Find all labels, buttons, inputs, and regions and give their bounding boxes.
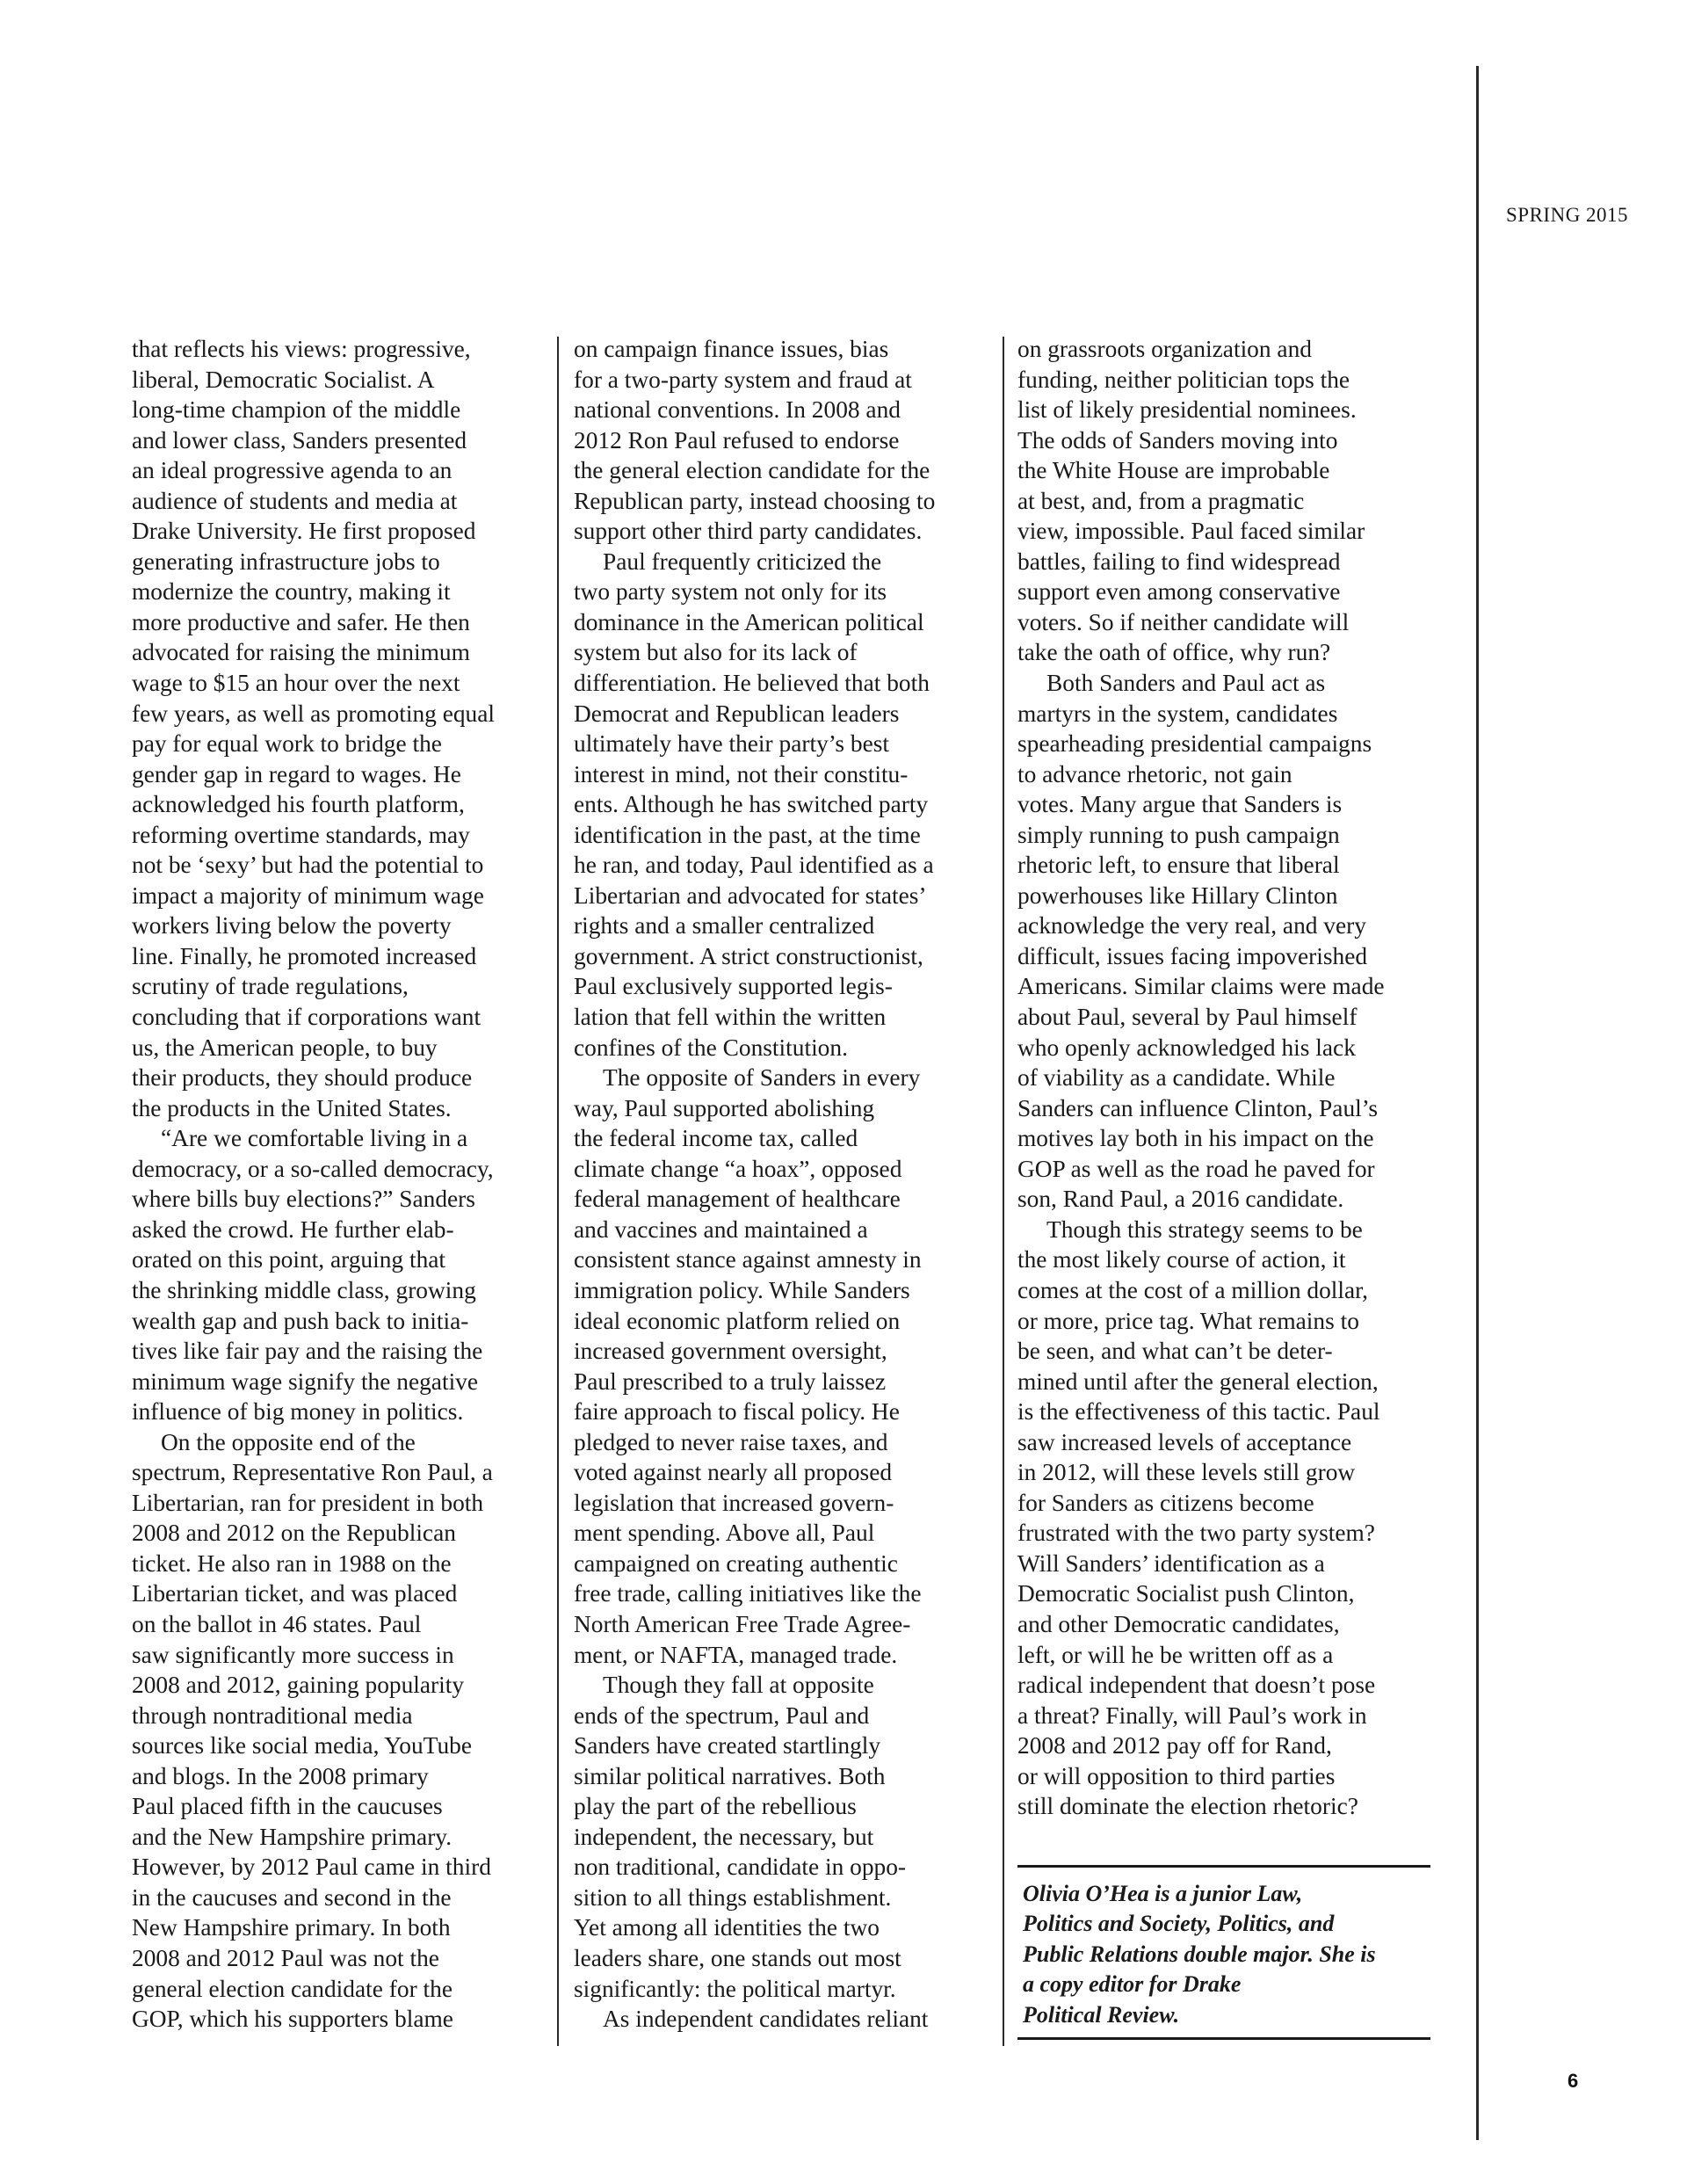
text-line: few years, as well as promoting equal (132, 700, 496, 727)
column-divider-1 (557, 337, 559, 2046)
text-line: ment spending. Above all, Paul (574, 1520, 875, 1547)
text-line: The odds of Sanders moving into (1017, 426, 1338, 453)
text-line: 2008 and 2012 pay off for Rand, (1017, 1732, 1332, 1760)
text-line: view, impossible. Paul faced similar (1017, 518, 1365, 545)
text-line: is the effectiveness of this tactic. Paul (1017, 1398, 1380, 1426)
text-line: be seen, and what can’t be deter- (1017, 1338, 1333, 1365)
text-line: and vaccines and maintained a (574, 1215, 868, 1243)
text-line: the general election candidate for the (574, 457, 930, 484)
text-line: Will Sanders’ identification as a (1017, 1549, 1325, 1577)
text-line: concluding that if corporations want (132, 1004, 481, 1031)
text-line: non traditional, candidate in oppo- (574, 1854, 907, 1881)
text-line: Though they fall at opposite (603, 1672, 874, 1699)
page-edge-rule (1476, 66, 1479, 2140)
text-line: and blogs. In the 2008 primary (132, 1762, 429, 1789)
text-line: saw increased levels of acceptance (1017, 1428, 1352, 1455)
author-bio-bottom-rule (1017, 2037, 1430, 2040)
text-line: pledged to never raise taxes, and (574, 1428, 888, 1455)
text-line: legislation that increased govern- (574, 1489, 894, 1516)
text-line: more productive and safer. He then (132, 608, 470, 635)
text-line: Democratic Socialist push Clinton, (1017, 1580, 1355, 1607)
text-line: the most likely course of action, it (1017, 1246, 1346, 1273)
text-line: 2008 and 2012, gaining popularity (132, 1672, 465, 1699)
text-line: workers living below the poverty (132, 912, 452, 940)
text-line: Paul exclusively supported legis- (574, 973, 893, 1000)
text-line: GOP, which his supporters blame (132, 2006, 453, 2033)
text-line: acknowledge the very real, and very (1017, 912, 1366, 940)
text-line: impact a majority of minimum wage (132, 882, 484, 909)
text-line: who openly acknowledged his lack (1017, 1034, 1356, 1061)
text-line: on the ballot in 46 states. Paul (132, 1610, 422, 1637)
article-column-3 (1017, 334, 1439, 1822)
text-line: Libertarian ticket, and was placed (132, 1580, 458, 1607)
text-line: national conventions. In 2008 and (574, 396, 901, 424)
text-line: Sanders can influence Clinton, Paul’s (1017, 1094, 1379, 1121)
text-line: he ran, and today, Paul identified as a (574, 852, 934, 879)
text-line: the products in the United States. (132, 1094, 452, 1121)
text-line: reforming overtime standards, may (132, 821, 470, 848)
text-line: ment, or NAFTA, managed trade. (574, 1641, 898, 1668)
text-line: battles, failing to find widespread (1017, 548, 1341, 575)
text-line: Paul placed fifth in the caucuses (132, 1793, 443, 1820)
text-line: ideal economic platform relied on (574, 1307, 901, 1334)
running-head: SPRING 2015 (1506, 204, 1629, 226)
text-line: wage to $15 an hour over the next (132, 670, 460, 697)
text-line: long-time champion of the middle (132, 396, 461, 424)
text-line: or will opposition to third parties (1017, 1762, 1336, 1789)
text-line: “Are we comfortable living in a (161, 1125, 468, 1152)
text-line: spearheading presidential campaigns (1017, 730, 1372, 758)
text-line: significantly: the political martyr. (574, 1975, 896, 2002)
text-line: climate change “a hoax”, opposed (574, 1155, 902, 1182)
text-line: left, or will he be written off as a (1017, 1641, 1334, 1668)
text-line: asked the crowd. He further elab- (132, 1215, 454, 1243)
text-line: that reflects his views: progressive, (132, 336, 471, 362)
text-line: spectrum, Representative Ron Paul, a (132, 1459, 493, 1486)
text-line: Sanders have created startlingly (574, 1732, 881, 1760)
text-line: Democrat and Republican leaders (574, 700, 900, 727)
author-bio-line: Olivia O’Hea is a junior Law, (1023, 1881, 1303, 1906)
text-line: similar political narratives. Both (574, 1762, 886, 1789)
text-line: scrutiny of trade regulations, (132, 973, 409, 1000)
text-line: and lower class, Sanders presented (132, 426, 467, 453)
text-line: general election candidate for the (132, 1975, 453, 2002)
text-line: generating infrastructure jobs to (132, 548, 440, 575)
text-line: tives like fair pay and the raising the (132, 1338, 483, 1365)
text-line: gender gap in regard to wages. He (132, 760, 461, 787)
text-line: Yet among all identities the two (574, 1914, 880, 1941)
text-line: votes. Many argue that Sanders is (1017, 791, 1343, 818)
text-line: in the caucuses and second in the (132, 1883, 452, 1911)
text-line: play the part of the rebellious (574, 1793, 857, 1820)
author-bio-line: a copy editor for Drake (1023, 1971, 1242, 1998)
text-line: of viability as a candidate. While (1017, 1064, 1336, 1092)
text-line: us, the American people, to buy (132, 1034, 438, 1061)
column-divider-2 (1003, 337, 1004, 2046)
text-line: campaigned on creating authentic (574, 1549, 898, 1577)
text-line: free trade, calling initiatives like the (574, 1580, 922, 1607)
text-line: at best, and, from a pragmatic (1017, 487, 1305, 514)
author-bio (1023, 1879, 1427, 2030)
text-line: pay for equal work to bridge the (132, 730, 442, 758)
text-line: differentiation. He believed that both (574, 670, 930, 697)
text-line: line. Finally, he promoted increased (132, 942, 477, 969)
text-line: take the oath of office, why run? (1017, 639, 1331, 666)
text-line: two party system not only for its (574, 578, 887, 606)
text-line: confines of the Constitution. (574, 1034, 848, 1061)
text-line: sources like social media, YouTube (132, 1732, 472, 1760)
text-line: support other third party candidates. (574, 518, 923, 545)
text-line: ultimately have their party’s best (574, 730, 890, 758)
author-bio-top-rule (1017, 1865, 1430, 1868)
text-line: sition to all things establishment. (574, 1883, 892, 1911)
text-line: difficult, issues facing impoverished (1017, 942, 1368, 969)
text-line: the shrinking middle class, growing (132, 1276, 476, 1303)
text-line: Though this strategy seems to be (1046, 1215, 1363, 1243)
text-line: On the opposite end of the (161, 1428, 416, 1455)
text-line: rhetoric left, to ensure that liberal (1017, 852, 1340, 879)
text-line: Americans. Similar claims were made (1017, 973, 1385, 1000)
article-column-2 (574, 334, 996, 2035)
text-line: Drake University. He first proposed (132, 518, 476, 545)
text-line: motives lay both in his impact on the (1017, 1125, 1374, 1152)
text-line: As independent candidates reliant (603, 2006, 929, 2033)
text-line: rights and a smaller centralized (574, 912, 875, 940)
text-line: acknowledged his fourth platform, (132, 791, 465, 818)
text-line: in 2012, will these levels still grow (1017, 1459, 1356, 1486)
text-line: New Hampshire primary. In both (132, 1914, 451, 1941)
author-bio-line: Public Relations double major. She is (1023, 1941, 1376, 1967)
text-line: mined until after the general election, (1017, 1368, 1379, 1395)
text-line: ents. Although he has switched party (574, 791, 929, 818)
text-line: independent, the necessary, but (574, 1823, 874, 1850)
page-number: 6 (1568, 2070, 1579, 2092)
text-line: Paul prescribed to a truly laissez (574, 1368, 887, 1395)
text-line: However, by 2012 Paul came in third (132, 1854, 491, 1881)
text-line: still dominate the election rhetoric? (1017, 1793, 1358, 1820)
text-line: radical independent that doesn’t pose (1017, 1672, 1376, 1699)
text-line: immigration policy. While Sanders (574, 1276, 910, 1303)
text-line: list of likely presidential nominees. (1017, 396, 1357, 424)
text-line: saw significantly more success in (132, 1641, 454, 1668)
text-line: faire approach to fiscal policy. He (574, 1398, 900, 1426)
text-line: martyrs in the system, candidates (1017, 700, 1338, 727)
text-line: liberal, Democratic Socialist. A (132, 366, 435, 393)
text-line: lation that fell within the written (574, 1004, 887, 1031)
text-line: Libertarian and advocated for states’ (574, 882, 927, 909)
text-line: simply running to push campaign (1017, 821, 1340, 848)
text-line: North American Free Trade Agree- (574, 1610, 911, 1637)
text-line: about Paul, several by Paul himself (1017, 1004, 1358, 1031)
text-line: the White House are improbable (1017, 457, 1330, 484)
text-line: and other Democratic candidates, (1017, 1610, 1340, 1637)
text-line: increased government oversight, (574, 1338, 887, 1365)
text-line: frustrated with the two party system? (1017, 1520, 1375, 1547)
text-line: Paul frequently criticized the (603, 548, 882, 575)
text-line: The opposite of Sanders in every (603, 1064, 921, 1092)
article-column-1 (132, 334, 545, 2035)
text-line: interest in mind, not their constitu- (574, 760, 909, 787)
text-line: through nontraditional media (132, 1701, 413, 1729)
author-bio-line: Political Review. (1023, 2001, 1180, 2028)
text-line: powerhouses like Hillary Clinton (1017, 882, 1338, 909)
text-line: wealth gap and push back to initia- (132, 1307, 469, 1334)
author-bio-line: Politics and Society, Politics, and (1023, 1911, 1335, 1937)
text-line: advocated for raising the minimum (132, 639, 470, 666)
text-line: democracy, or a so-called democracy, (132, 1155, 494, 1182)
text-line: way, Paul supported abolishing (574, 1094, 875, 1121)
text-line: voters. So if neither candidate will (1017, 608, 1350, 635)
text-line: or more, price tag. What remains to (1017, 1307, 1359, 1334)
text-line: identification in the past, at the time (574, 821, 921, 848)
text-line: influence of big money in politics. (132, 1398, 464, 1426)
text-line: audience of students and media at (132, 487, 458, 514)
text-line: their products, they should produce (132, 1064, 473, 1092)
text-line: ends of the spectrum, Paul and (574, 1701, 870, 1729)
text-line: a threat? Finally, will Paul’s work in (1017, 1701, 1367, 1729)
text-line: federal management of healthcare (574, 1186, 901, 1213)
text-line: GOP as well as the road he paved for (1017, 1155, 1375, 1182)
text-line: for Sanders as citizens become (1017, 1489, 1314, 1516)
text-line: comes at the cost of a million dollar, (1017, 1276, 1369, 1303)
text-line: on grassroots organization and (1017, 336, 1312, 362)
text-line: on campaign finance issues, bias (574, 336, 889, 362)
text-line: modernize the country, making it (132, 578, 451, 606)
text-line: consistent stance against amnesty in (574, 1246, 922, 1273)
text-line: system but also for its lack of (574, 639, 858, 666)
text-line: dominance in the American political (574, 608, 924, 635)
text-line: son, Rand Paul, a 2016 candidate. (1017, 1186, 1344, 1213)
text-line: support even among conservative (1017, 578, 1341, 606)
text-line: ticket. He also ran in 1988 on the (132, 1549, 452, 1577)
text-line: the federal income tax, called (574, 1125, 858, 1152)
text-line: 2012 Ron Paul refused to endorse (574, 426, 900, 453)
text-line: and the New Hampshire primary. (132, 1823, 453, 1850)
text-line: orated on this point, arguing that (132, 1246, 446, 1273)
text-line: minimum wage signify the negative (132, 1368, 479, 1395)
text-line: Both Sanders and Paul act as (1046, 670, 1326, 697)
text-line: 2008 and 2012 on the Republican (132, 1520, 456, 1547)
text-line: funding, neither politician tops the (1017, 366, 1350, 393)
text-line: government. A strict constructionist, (574, 942, 923, 969)
text-line: where bills buy elections?” Sanders (132, 1186, 475, 1213)
text-line: leaders share, one stands out most (574, 1944, 901, 1971)
text-line: an ideal progressive agenda to an (132, 457, 453, 484)
text-line: for a two-party system and fraud at (574, 366, 912, 393)
text-line: not be ‘sexy’ but had the potential to (132, 852, 484, 879)
text-line: to advance rhetoric, not gain (1017, 760, 1292, 787)
text-line: Republican party, instead choosing to (574, 487, 936, 514)
text-line: 2008 and 2012 Paul was not the (132, 1944, 439, 1971)
text-line: voted against nearly all proposed (574, 1459, 893, 1486)
text-line: Libertarian, ran for president in both (132, 1489, 484, 1516)
